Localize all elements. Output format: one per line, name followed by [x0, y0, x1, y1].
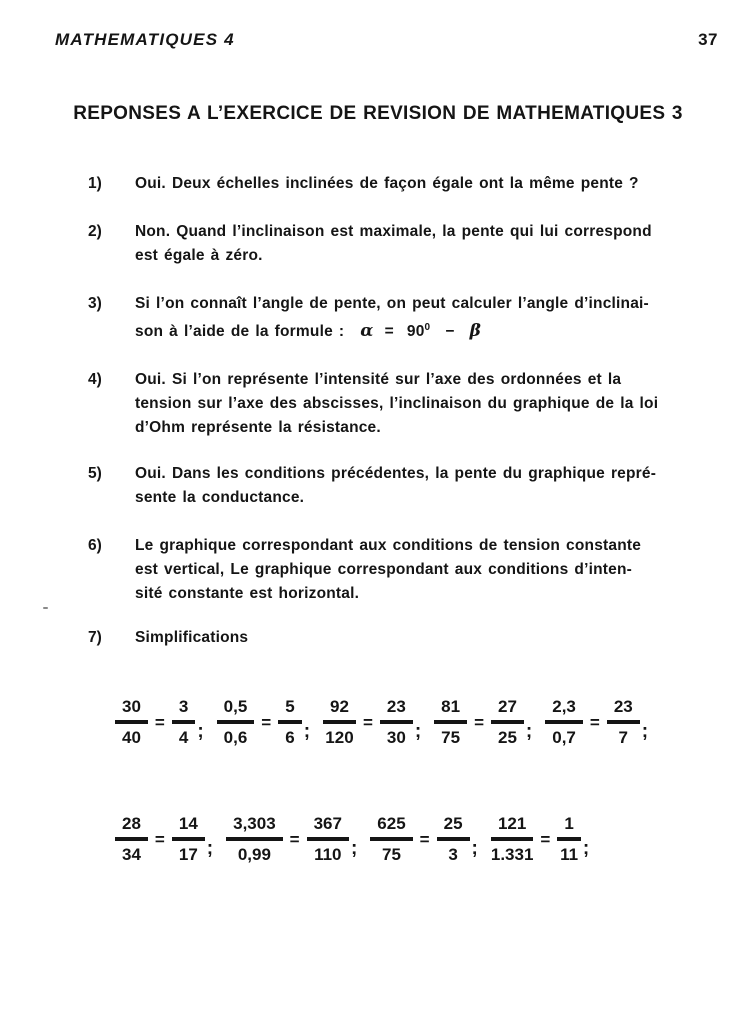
numerator: 1	[557, 813, 580, 841]
answer-body	[135, 534, 730, 606]
beta-symbol: β	[469, 321, 482, 342]
denominator: 0,6	[223, 728, 248, 748]
simplification-equation	[370, 813, 491, 866]
numerator: 2,3	[545, 696, 583, 724]
answer-number: 4)	[88, 371, 102, 389]
fraction	[278, 696, 301, 749]
answer-item-3	[88, 292, 730, 344]
numerator: 625	[370, 813, 412, 841]
answer-item-4	[88, 368, 730, 440]
formula-intro: son à l’aide de la formule :	[135, 323, 345, 341]
numerator: 121	[491, 813, 533, 841]
semicolon: ;	[197, 720, 204, 742]
answer-body	[135, 626, 730, 650]
fraction	[115, 696, 148, 749]
answer-line: Oui. Dans les conditions précédentes, la pente du graphique repré-	[135, 465, 657, 483]
fraction	[437, 813, 470, 866]
answer-line: est vertical, Le graphique correspondant aux conditions d’inten-	[135, 561, 632, 579]
equals-sign: =	[384, 323, 394, 341]
denominator: 34	[122, 845, 141, 865]
equals-sign: =	[540, 829, 551, 849]
simplification-equation	[434, 696, 545, 749]
answer-line: tension sur l’axe des abscisses, l’inclinaison du graphique de la loi	[135, 395, 659, 413]
fraction	[172, 813, 205, 866]
page-number: 37	[698, 30, 718, 49]
answer-number: 6)	[88, 537, 102, 555]
denominator: 4	[178, 728, 189, 748]
numerator: 23	[380, 696, 413, 724]
semicolon: ;	[206, 837, 214, 859]
semicolon: ;	[525, 720, 533, 742]
denominator: 25	[498, 728, 517, 748]
answer-number: 3)	[88, 295, 102, 312]
equals-sign: =	[589, 712, 600, 732]
denominator: 3	[448, 845, 458, 865]
numerator: 27	[491, 696, 524, 724]
equals-sign: =	[362, 712, 373, 732]
answer-line: sente la conductance.	[135, 489, 305, 507]
alpha-symbol: α	[360, 321, 374, 342]
numerator: 23	[607, 696, 640, 724]
denominator: 1.331	[490, 845, 534, 865]
answer-number: 1)	[88, 175, 102, 192]
numerator: 92	[323, 696, 356, 724]
denominator: 30	[386, 728, 406, 748]
fraction	[307, 813, 349, 866]
simplification-equation	[491, 813, 602, 866]
answer-line: d’Ohm représente la résistance.	[135, 419, 381, 437]
equals-sign: =	[419, 829, 430, 849]
denominator: 11	[560, 845, 579, 865]
numerator: 3,303	[226, 813, 283, 841]
numerator: 25	[437, 813, 470, 841]
simplification-equation	[115, 696, 217, 749]
answer-item-5	[88, 462, 730, 510]
semicolon: ;	[414, 720, 422, 742]
equals-sign: =	[289, 829, 300, 849]
minus-sign: −	[445, 323, 455, 341]
simplification-equation	[545, 696, 661, 749]
fraction	[217, 696, 255, 749]
numerator: 30	[115, 696, 148, 724]
answer-body	[135, 220, 730, 268]
denominator: 75	[441, 728, 461, 748]
answers-list	[88, 172, 730, 866]
numerator: 0,5	[217, 696, 255, 724]
page-title: REPONSES A L’EXERCICE DE REVISION DE MATHEMATIQUES 3	[73, 103, 683, 124]
fraction	[172, 696, 195, 749]
slope-formula	[360, 323, 481, 340]
equals-sign: =	[154, 712, 165, 732]
answer-body	[135, 292, 730, 344]
answer-line: Le graphique correspondant aux conditions de tension constante	[135, 537, 642, 555]
numerator: 367	[307, 813, 349, 841]
answer-item-1	[88, 172, 730, 196]
denominator: 7	[618, 728, 629, 748]
book-title: MATHEMATIQUES 4	[55, 30, 235, 49]
denominator: 110	[314, 845, 342, 865]
answer-body	[135, 368, 730, 440]
answer-line: Si l’on connaît l’angle de pente, on peut calculer l’angle d’inclinai-	[135, 295, 649, 312]
answer-line-with-formula	[135, 316, 730, 344]
scan-speck	[43, 607, 48, 609]
fraction	[434, 696, 467, 749]
denominator: 75	[382, 845, 401, 865]
page-header	[55, 30, 718, 50]
formula-base: 90	[406, 323, 425, 341]
answer-line: Non. Quand l’inclinaison est maximale, la pente qui lui correspond	[135, 223, 652, 240]
simplification-equation	[323, 696, 434, 749]
fraction	[370, 813, 412, 866]
denominator: 17	[178, 845, 198, 865]
equals-sign: =	[154, 829, 165, 849]
simplification-equation	[226, 813, 370, 866]
equals-sign: =	[261, 712, 272, 732]
fraction	[491, 813, 534, 866]
answer-number: 2)	[88, 223, 102, 240]
answer-number: 7)	[88, 629, 102, 647]
equals-sign: =	[474, 712, 484, 732]
fraction	[557, 813, 580, 866]
answer-item-6	[88, 534, 730, 606]
fraction	[380, 696, 413, 749]
semicolon: ;	[303, 720, 311, 742]
denominator: 0,99	[237, 845, 271, 865]
fraction	[607, 696, 640, 749]
semicolon: ;	[582, 837, 590, 859]
answer-number: 5)	[88, 465, 102, 483]
answer-line: Oui. Deux échelles inclinées de façon égale ont la même pente ?	[135, 175, 639, 192]
answer-line: Simplifications	[135, 629, 249, 647]
answer-line: Oui. Si l’on représente l’intensité sur l’axe des ordonnées et la	[135, 371, 622, 389]
numerator: 81	[434, 696, 467, 724]
simplifications-row-1	[115, 696, 730, 749]
answer-line: est égale à zéro.	[135, 247, 263, 264]
simplification-equation	[217, 696, 323, 749]
answer-item-7	[88, 626, 730, 650]
denominator: 120	[325, 728, 354, 748]
semicolon: ;	[641, 720, 649, 742]
fraction	[491, 696, 524, 749]
fraction	[115, 813, 148, 866]
semicolon: ;	[350, 837, 358, 859]
answer-line: sité constante est horizontal.	[135, 585, 360, 603]
simplifications-row-2	[115, 813, 730, 866]
ninety-degrees	[407, 323, 430, 340]
numerator: 28	[115, 813, 148, 841]
simplification-equation	[115, 813, 226, 866]
numerator: 14	[172, 813, 205, 841]
fraction	[323, 696, 356, 749]
answer-item-2	[88, 220, 730, 268]
answer-body	[135, 172, 730, 196]
numerator: 5	[278, 696, 301, 724]
semicolon: ;	[471, 837, 478, 859]
superscript-zero: 0	[424, 322, 431, 333]
fraction	[545, 696, 583, 749]
denominator: 6	[285, 728, 295, 748]
fraction	[226, 813, 283, 866]
numerator: 3	[172, 696, 195, 724]
denominator: 0,7	[552, 728, 576, 748]
answer-body	[135, 462, 730, 510]
denominator: 40	[122, 728, 141, 748]
